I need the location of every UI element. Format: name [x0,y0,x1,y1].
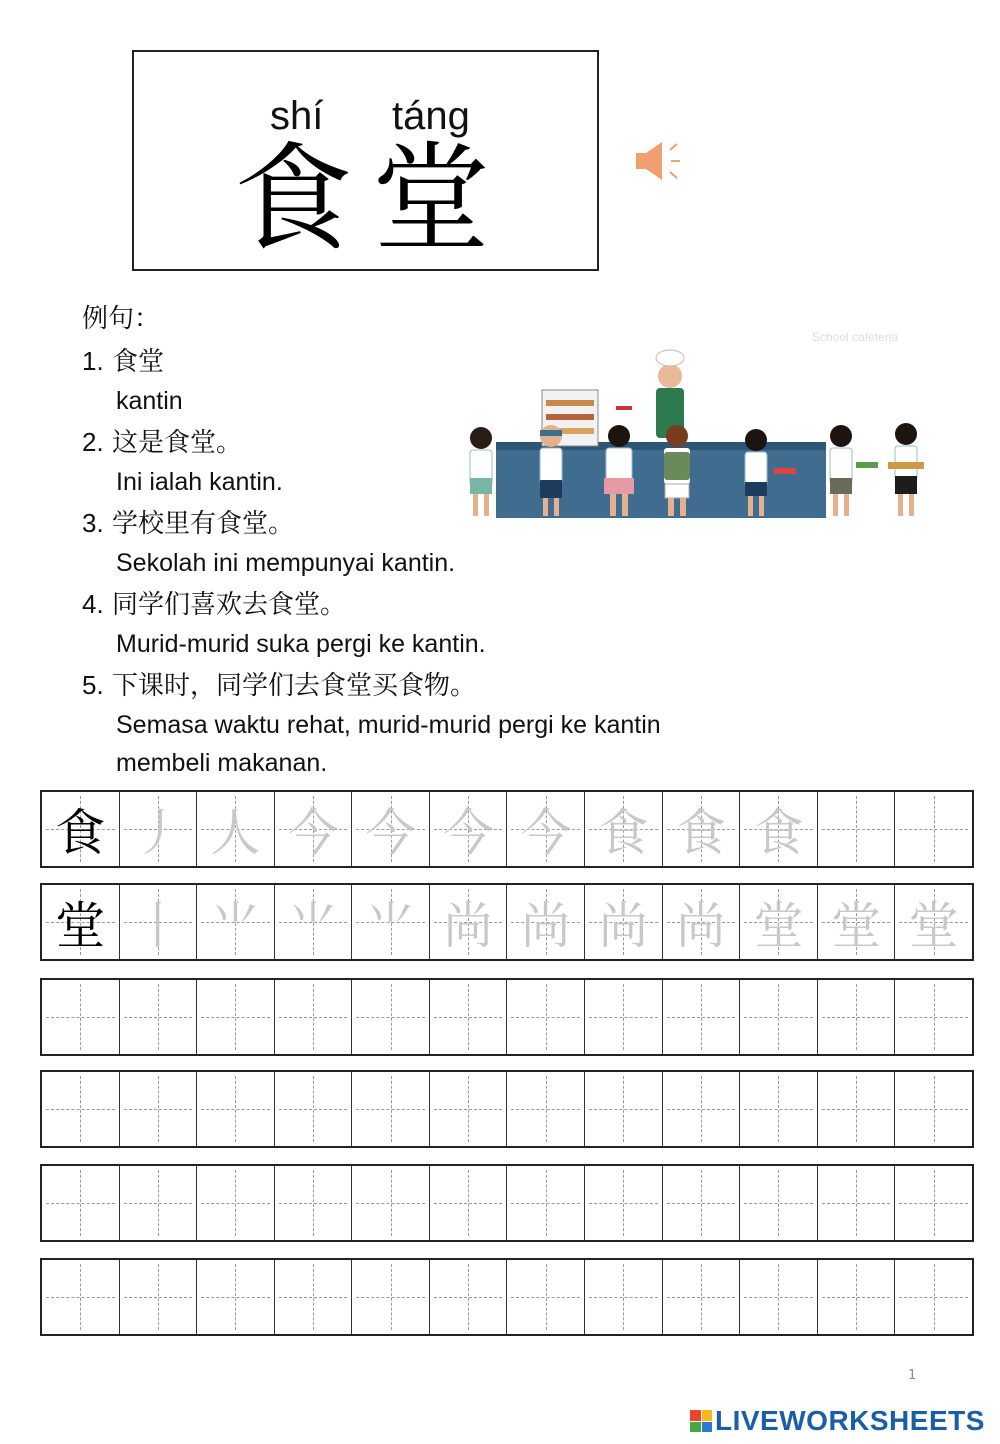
practice-cell[interactable] [663,980,741,1054]
practice-cell[interactable] [197,980,275,1054]
trace-stroke [430,1166,507,1240]
trace-stroke [585,980,662,1054]
practice-row [40,1258,974,1336]
trace-stroke [507,980,584,1054]
logo-mark-icon [690,1410,712,1432]
title-hanzi: 食堂 [234,130,511,268]
practice-cell[interactable] [430,980,508,1054]
trace-stroke: 食 [753,804,804,862]
trace-stroke: 今 [443,804,494,862]
practice-cell[interactable] [895,1260,972,1334]
model-character: 堂 [55,897,106,955]
liveworksheets-logo[interactable] [690,1405,985,1437]
practice-cell[interactable] [895,1166,972,1240]
trace-stroke [352,1166,429,1240]
practice-cell-model[interactable] [42,1072,120,1146]
trace-stroke: 丿 [132,804,183,862]
practice-cell[interactable] [275,792,353,866]
trace-stroke: 今 [520,804,571,862]
practice-cell[interactable] [585,1166,663,1240]
practice-cell-model[interactable] [42,980,120,1054]
example-number: 4. [82,589,104,619]
practice-cell[interactable] [120,1260,198,1334]
trace-stroke [663,1166,740,1240]
practice-row [40,1070,974,1148]
trace-stroke [818,980,895,1054]
practice-cell[interactable] [895,1072,972,1146]
example-malay: Ini ialah kantin. [116,468,283,496]
trace-stroke [275,980,352,1054]
practice-cell[interactable] [352,1072,430,1146]
trace-stroke [197,1260,274,1334]
example-chinese-text: 食堂 [111,347,164,377]
practice-cell[interactable] [120,1166,198,1240]
trace-stroke: 尚 [675,897,726,955]
model-character [42,1072,119,1146]
practice-cell[interactable] [895,980,972,1054]
trace-stroke: 今 [365,804,416,862]
trace-stroke: 尚 [443,897,494,955]
trace-stroke [895,1072,972,1146]
practice-cell[interactable] [430,792,508,866]
trace-stroke [818,1260,895,1334]
trace-stroke: 尚 [598,897,649,955]
practice-cell[interactable] [585,1260,663,1334]
trace-stroke [120,980,197,1054]
example-chinese-text: 学校里有食堂。 [111,509,294,539]
practice-cell[interactable] [663,1072,741,1146]
example-chinese-text: 下课时，同学们去食堂买食物。 [111,671,476,701]
practice-cell[interactable] [740,1260,818,1334]
practice-cell[interactable] [740,1166,818,1240]
trace-stroke [352,1072,429,1146]
practice-cell[interactable] [430,1072,508,1146]
practice-cell[interactable] [430,1166,508,1240]
trace-stroke [663,1260,740,1334]
trace-stroke [197,1072,274,1146]
example-chinese [82,584,722,625]
trace-stroke [352,1260,429,1334]
trace-stroke [430,1072,507,1146]
trace-stroke [585,1072,662,1146]
practice-cell[interactable] [197,1260,275,1334]
trace-stroke [507,1166,584,1240]
practice-cell[interactable] [352,1260,430,1334]
trace-stroke [895,1166,972,1240]
practice-cell[interactable] [585,885,663,959]
practice-cell[interactable] [740,792,818,866]
practice-cell[interactable] [507,885,585,959]
trace-stroke [120,1166,197,1240]
trace-stroke [818,792,895,866]
trace-stroke [430,1260,507,1334]
example-chinese-text: 这是食堂。 [111,428,242,458]
practice-cell[interactable] [275,980,353,1054]
trace-stroke [197,980,274,1054]
practice-cell[interactable] [197,792,275,866]
practice-cell-model[interactable] [42,885,120,959]
model-character [42,1166,119,1240]
practice-cell[interactable] [585,792,663,866]
trace-stroke: ⺌ [365,897,416,955]
example-number: 1. [82,346,104,376]
practice-cell[interactable] [120,885,198,959]
practice-cell[interactable] [275,885,353,959]
practice-cell[interactable] [507,792,585,866]
practice-cell[interactable] [120,792,198,866]
practice-cell[interactable] [352,792,430,866]
trace-stroke [585,1260,662,1334]
trace-stroke [585,1166,662,1240]
trace-stroke [120,1260,197,1334]
trace-stroke [740,1166,817,1240]
practice-cell[interactable] [740,885,818,959]
practice-cell[interactable] [275,1072,353,1146]
practice-cell[interactable] [585,980,663,1054]
title-box [132,50,599,271]
practice-cell[interactable] [740,1072,818,1146]
practice-cell[interactable] [430,1260,508,1334]
trace-stroke: 人 [210,804,261,862]
example-malay: Sekolah ini mempunyai kantin. [116,549,456,577]
example-malay: Semasa waktu rehat, murid-murid pergi ke kantin membeli makanan. [116,711,661,777]
trace-stroke [895,792,972,866]
practice-cell[interactable] [507,1166,585,1240]
practice-row [40,883,974,961]
trace-stroke: 尚 [520,897,571,955]
trace-stroke [197,1166,274,1240]
model-character: 食 [55,804,106,862]
practice-cell[interactable] [430,885,508,959]
trace-stroke: 堂 [753,897,804,955]
speaker-icon[interactable] [634,138,686,184]
practice-cell[interactable] [818,980,896,1054]
trace-stroke [740,1260,817,1334]
practice-cell[interactable] [818,792,896,866]
pinyin-1: shí [270,94,324,138]
practice-cell[interactable] [352,980,430,1054]
practice-cell[interactable] [895,792,972,866]
trace-stroke [352,980,429,1054]
practice-cell[interactable] [663,792,741,866]
examples-heading: 例句： [82,304,161,334]
pinyin-2: táng [392,94,470,138]
example-item [82,665,722,782]
example-chinese-text: 同学们喜欢去食堂。 [111,590,346,620]
practice-cell[interactable] [507,1072,585,1146]
trace-stroke: 堂 [908,897,959,955]
practice-cell[interactable] [818,1072,896,1146]
practice-cell[interactable] [663,1260,741,1334]
example-number: 2. [82,427,104,457]
example-malay: Murid-murid suka pergi ke kantin. [116,630,486,658]
practice-row [40,1164,974,1242]
example-number: 5. [82,670,104,700]
practice-cell[interactable] [740,980,818,1054]
trace-stroke: 食 [598,804,649,862]
example-malay: kantin [116,387,183,415]
practice-cell[interactable] [352,1166,430,1240]
trace-stroke [895,1260,972,1334]
practice-cell-model[interactable] [42,1166,120,1240]
trace-stroke [507,1260,584,1334]
practice-cell[interactable] [120,1072,198,1146]
example-chinese [82,665,722,706]
trace-stroke [740,980,817,1054]
practice-cell[interactable] [197,1166,275,1240]
trace-stroke [275,1166,352,1240]
practice-cell[interactable] [275,1260,353,1334]
page-number: 1 [908,1368,917,1383]
example-item [82,584,722,663]
practice-cell[interactable] [818,1260,896,1334]
trace-stroke [430,980,507,1054]
trace-stroke [663,980,740,1054]
brand-name: LIVEWORKSHEETS [715,1405,985,1436]
practice-cell[interactable] [585,1072,663,1146]
practice-cell[interactable] [507,1260,585,1334]
trace-stroke: ⺌ [210,897,261,955]
practice-cell-model[interactable] [42,792,120,866]
trace-stroke: ⺌ [288,897,339,955]
trace-stroke [663,1072,740,1146]
trace-stroke: 今 [288,804,339,862]
trace-stroke: 丨 [132,897,183,955]
illustration-caption: School cafeteria [812,330,899,344]
trace-stroke [507,1072,584,1146]
trace-stroke: 食 [675,804,726,862]
model-character [42,1260,119,1334]
practice-row [40,790,974,868]
trace-stroke [895,980,972,1054]
trace-stroke [740,1072,817,1146]
practice-cell[interactable] [197,885,275,959]
model-character [42,980,119,1054]
example-number: 3. [82,508,104,538]
practice-cell[interactable] [663,1166,741,1240]
practice-cell[interactable] [120,980,198,1054]
practice-cell[interactable] [507,980,585,1054]
trace-stroke [120,1072,197,1146]
practice-cell[interactable] [275,1166,353,1240]
trace-stroke [818,1072,895,1146]
practice-cell[interactable] [895,885,972,959]
trace-stroke [818,1166,895,1240]
practice-row [40,978,974,1056]
practice-cell[interactable] [197,1072,275,1146]
practice-cell[interactable] [352,885,430,959]
trace-stroke [275,1260,352,1334]
trace-stroke: 堂 [831,897,882,955]
cafeteria-illustration [456,328,946,528]
practice-cell[interactable] [818,1166,896,1240]
trace-stroke [275,1072,352,1146]
practice-cell[interactable] [818,885,896,959]
practice-cell-model[interactable] [42,1260,120,1334]
practice-cell[interactable] [663,885,741,959]
